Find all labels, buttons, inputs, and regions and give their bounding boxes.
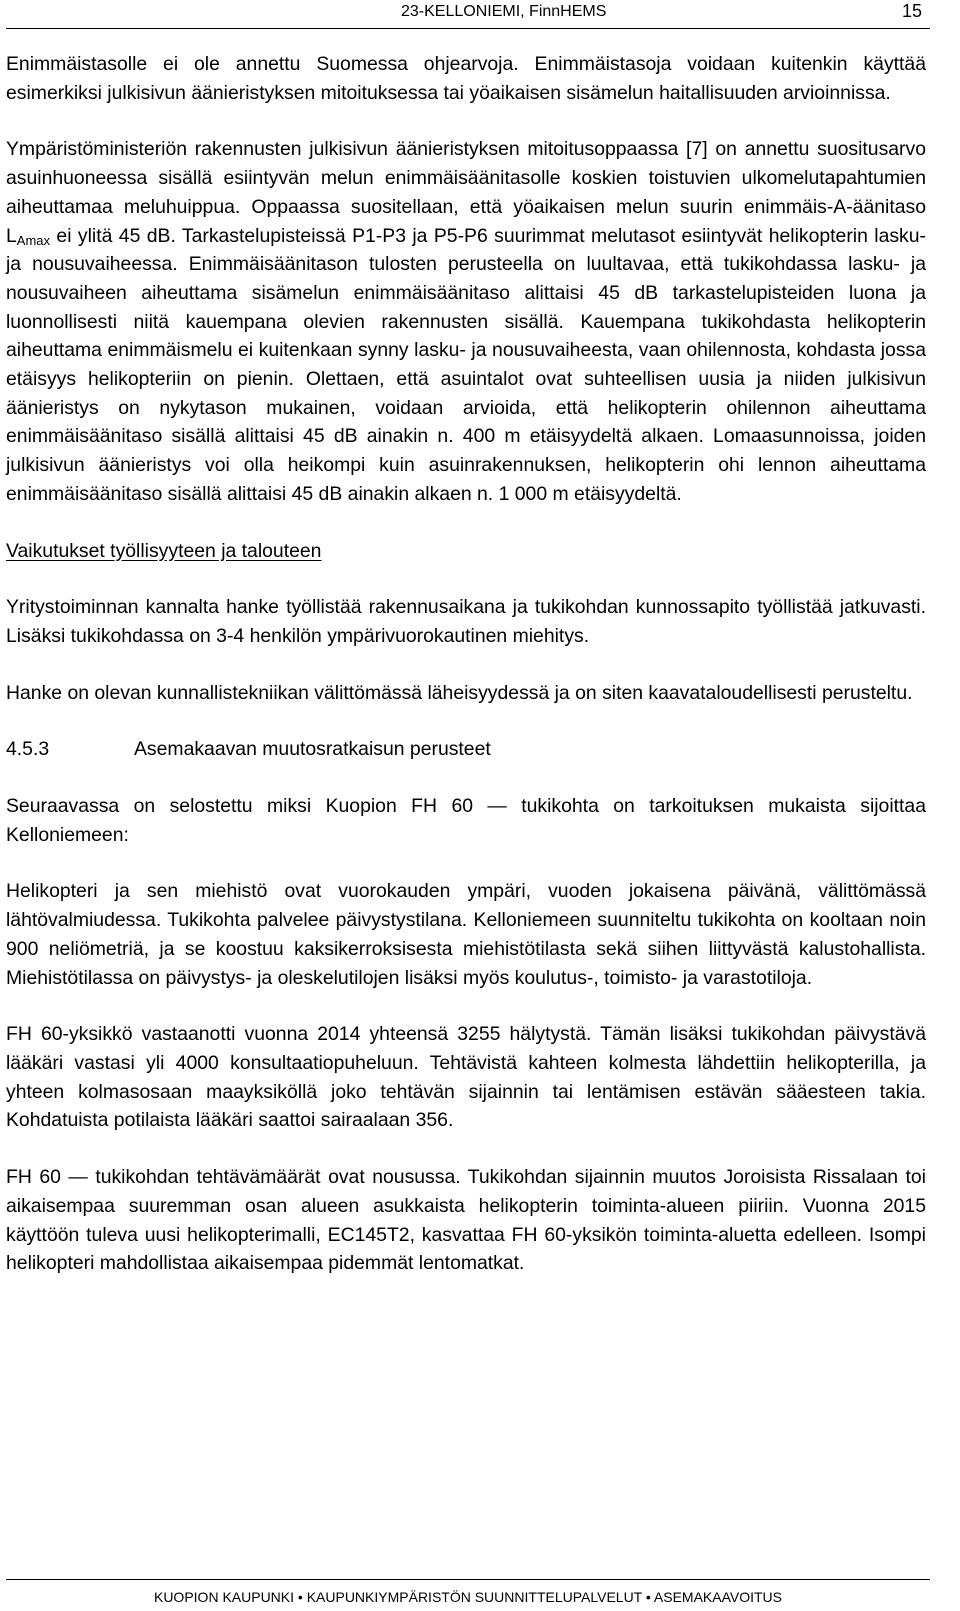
paragraph-fh60-halytykset: FH 60-yksikkö vastaanotti vuonna 2014 yhteensä 3255 hälytystä. Tämän lisäksi tukikohdan päivystävä lääkäri vastasi yli 4000 konsultaatiopuheluun. Tehtävistä kahteen kolmesta lähdettiin helikopterilla, ja yhteen kolmasosaan maayksiköllä joko tehtävän sijainnin tai lentämisen estävän sääesteen takia. Kohdatuista potilaista lääkäri saattoi sairaalaan 356. bbox=[6, 1023, 926, 1132]
lamax-subscript: Amax bbox=[16, 232, 51, 248]
document-body bbox=[6, 50, 926, 1278]
paragraph-fh60-tehtavamaarat: FH 60 — tukikohdan tehtävämäärät ovat nousussa. Tukikohdan sijainnin muutos Joroisista Rissalaan toi aikaisempaa suuremman osan alueen asukkaista helikopterin toiminta-alueen piiriin. Vuonna 2015 käyttöön tuleva uusi helikopterimalli, EC145T2, kasvattaa FH 60-yksikön toiminta-aluetta edelleen. Isompi helikopteri mahdollistaa aikaisempaa pidemmät lentomatkat. bbox=[6, 1166, 926, 1275]
page-header bbox=[6, 0, 930, 29]
page-number: 15 bbox=[901, 1, 922, 21]
header-title: 23-KELLONIEMI, FinnHEMS bbox=[401, 3, 607, 20]
section-heading bbox=[6, 735, 926, 764]
page-footer bbox=[6, 1579, 930, 1605]
heading-employment: Vaikutukset työllisyyteen ja talouteen bbox=[6, 539, 322, 562]
paragraph-kunnallistekniikka: Hanke on olevan kunnallistekniikan välittömässä läheisyydessä ja on siten kaavataloudellisesti perusteltu. bbox=[6, 681, 913, 704]
paragraph-mitoitusopas-part1: Ympäristöministeriön rakennusten julkisivun äänieristyksen mitoitusoppaassa [7] on annettu suositusarvo asuinhuoneessa sisällä esiintyvän melun enimmäisäänitasolle koskien toistuvien ulkomelutapahtumien aiheuttamaa meluhuippua. Oppaassa suositellaan, että yöaikaisen melun suurin enimmäis-A-äänitaso L bbox=[6, 138, 926, 247]
footer-text: KUOPION KAUPUNKI • KAUPUNKIYMPÄRISTÖN SUUNNITTELUPALVELUT • ASEMAKAAVOITUS bbox=[153, 1589, 782, 1605]
paragraph-mitoitusopas bbox=[6, 135, 926, 508]
paragraph-seuraavassa: Seuraavassa on selostettu miksi Kuopion FH 60 — tukikohta on tarkoituksen mukaista sijoittaa Kelloniemeen: bbox=[6, 795, 926, 846]
section-title: Asemakaavan muutosratkaisun perusteet bbox=[134, 738, 491, 761]
paragraph-tyollisyys: Yritystoiminnan kannalta hanke työllistää rakennusaikana ja tukikohdan kunnossapito työllistää jatkuvasti. Lisäksi tukikohdassa on 3-4 henkilön ympärivuorokautinen miehitys. bbox=[6, 596, 926, 647]
paragraph-enimmaistaso: Enimmäistasolle ei ole annettu Suomessa ohjearvoja. Enimmäistasoja voidaan kuitenkin käyttää esimerkiksi julkisivun äänieristyksen mitoituksessa tai yöaikaisen sisämelun haitallisuuden arvioinnissa. bbox=[6, 53, 926, 104]
section-number: 4.5.3 bbox=[6, 738, 50, 761]
paragraph-helikopteri: Helikopteri ja sen miehistö ovat vuorokauden ympäri, vuoden jokaisena päivänä, välittömässä lähtövalmiudessa. Tukikohta palvelee päivystystilana. Kelloniemeen suunniteltu tukikohta on kooltaan noin 900 neliömetriä, ja se koostuu kaksikerroksisesta miehistötilasta sekä siihen liittyvästä kalustohallista. Miehistötilassa on päivystys- ja oleskelutilojen lisäksi myös koulutus-, toimisto- ja varastotiloja. bbox=[6, 880, 926, 989]
paragraph-mitoitusopas-part2: ei ylitä 45 dB. Tarkastelupisteissä P1-P3 ja P5-P6 suurimmat melutasot esiintyvät helikopterin lasku- ja nousuvaiheessa. Enimmäisäänitason tulosten perusteella on luultavaa, että tukikohdassa lasku- ja nousuvaiheen aiheuttama sisämelun enimmäisäänitaso alittaisi 45 dB tarkastelupisteiden luona ja luonnollisesti niitä kauempana olevien rakennusten sisällä. Kauempana tukikohdasta helikopterin aiheuttama enimmäismelu ei kuitenkaan synny lasku- ja nousuvaiheesta, vaan ohilennosta, kohdasta jossa etäisyys helikopteriin on pienin. Olettaen, että asuintalot ovat suhteellisen uusia ja niiden julkisivun äänieristys on nykytason mukainen, voidaan arvioida, että helikopterin ohilennon aiheuttama enimmäisäänitaso sisällä alittaisi 45 dB ainakin n. 400 m etäisyydeltä alkaen. Lomaasunnoissa, joiden julkisivun äänieristys voi olla heikompi kuin asuinrakennuksen, helikopterin ohi lennon aiheuttama enimmäisäänitaso sisällä alittaisi 45 dB ainakin alkaen n. 1 000 m etäisyydeltä. bbox=[6, 224, 926, 505]
